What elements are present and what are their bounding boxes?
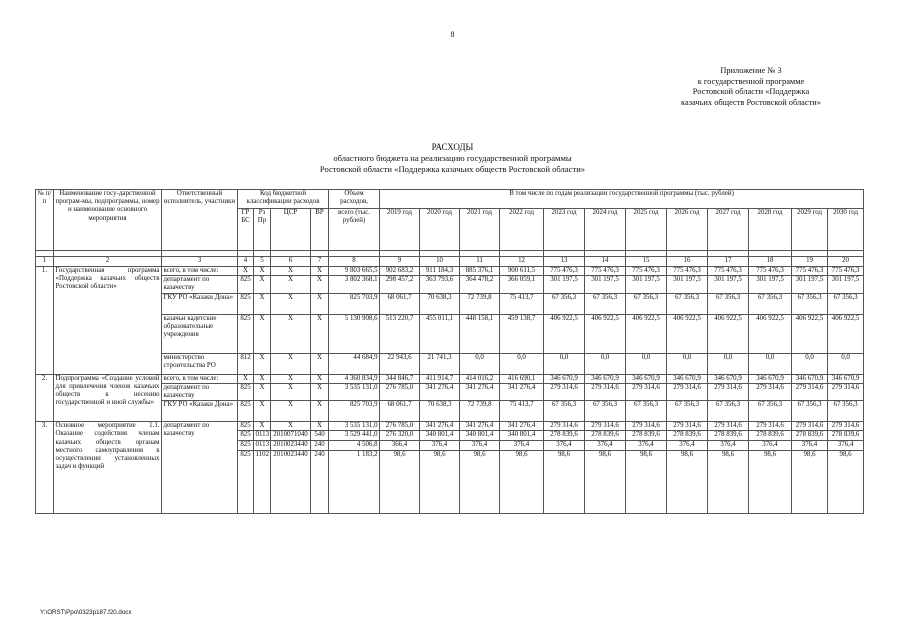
code-rzpr: X	[254, 276, 271, 293]
year-value: 406 922,5	[792, 314, 828, 353]
column-number: 12	[500, 257, 544, 267]
year-value: 775 476,3	[585, 267, 626, 276]
header-year: 2023 год	[544, 209, 585, 251]
total-value: 3 802 368,1	[329, 276, 380, 293]
table-row	[36, 267, 864, 276]
year-value: 67 356,3	[626, 401, 667, 422]
year-value: 278 839,6	[626, 431, 667, 441]
year-value: 98,6	[420, 451, 460, 514]
total-value: 4 360 834,9	[329, 374, 380, 383]
year-value: 341 276,4	[460, 383, 500, 400]
year-value: 301 197,5	[544, 276, 585, 293]
executor: департамент по казачеству	[162, 276, 238, 293]
year-value: 279 314,6	[585, 422, 626, 431]
expenses-table-container	[35, 189, 863, 514]
year-value: 98,6	[708, 451, 749, 514]
header-vr: ВР	[311, 209, 329, 251]
executor: ГКУ РО «Казаки Дона»	[162, 293, 238, 314]
year-value: 911 184,3	[420, 267, 460, 276]
year-value: 346 670,9	[792, 374, 828, 383]
header-year: 2028 год	[749, 209, 792, 251]
year-value: 72 739,8	[460, 401, 500, 422]
column-number: 1	[36, 257, 54, 267]
code-vr: 540	[311, 431, 329, 441]
title-line: Ростовской области «Поддержка казачьих обществ Ростовской области»	[319, 164, 586, 174]
year-value: 376,4	[420, 441, 460, 451]
column-number: 8	[329, 257, 380, 267]
year-value: 67 356,3	[708, 293, 749, 314]
year-value: 364 478,2	[460, 276, 500, 293]
code-csr: X	[271, 293, 311, 314]
year-value: 67 356,3	[749, 401, 792, 422]
year-value: 406 922,5	[749, 314, 792, 353]
executor: всего, в том числе:	[162, 267, 238, 276]
year-value: 75 413,7	[500, 401, 544, 422]
header-year: 2026 год	[667, 209, 708, 251]
year-value: 279 314,6	[708, 383, 749, 400]
total-value: 825 703,9	[329, 293, 380, 314]
year-value: 67 356,3	[667, 401, 708, 422]
executor: министерство строительства РО	[162, 353, 238, 374]
column-number: 4	[238, 257, 254, 267]
year-value: 21 741,3	[420, 353, 460, 374]
year-value: 98,6	[544, 451, 585, 514]
code-grbs: 825	[238, 314, 254, 353]
code-rzpr: X	[254, 267, 271, 276]
column-number: 18	[749, 257, 792, 267]
header-grbs: ГР БС	[238, 209, 254, 251]
code-rzpr: 0113	[254, 431, 271, 441]
code-grbs: 825	[238, 431, 254, 441]
header-executor: Ответственный исполнитель, участники	[162, 190, 238, 251]
year-value: 22 943,6	[380, 353, 420, 374]
year-value: 278 839,6	[667, 431, 708, 441]
column-number: 14	[585, 257, 626, 267]
total-value: 44 684,9	[329, 353, 380, 374]
code-csr: 2010071040	[271, 431, 311, 441]
column-number: 11	[460, 257, 500, 267]
year-value: 340 801,4	[420, 431, 460, 441]
code-vr: 240	[311, 451, 329, 514]
code-csr: X	[271, 401, 311, 422]
year-value: 301 197,5	[667, 276, 708, 293]
row-number: 1.	[36, 267, 54, 375]
year-value: 0,0	[585, 353, 626, 374]
year-value: 406 922,5	[544, 314, 585, 353]
year-value: 376,4	[667, 441, 708, 451]
header-volume: Объем расходов,	[329, 190, 380, 209]
year-value: 363 793,6	[420, 276, 460, 293]
column-number: 6	[271, 257, 311, 267]
code-rzpr: 1102	[254, 451, 271, 514]
year-value: 0,0	[626, 353, 667, 374]
year-value: 98,6	[380, 451, 420, 514]
year-value: 301 197,5	[828, 276, 864, 293]
code-csr: 2010023440	[271, 451, 311, 514]
row-number: 2.	[36, 374, 54, 422]
code-grbs: 825	[238, 383, 254, 400]
year-value: 278 839,6	[828, 431, 864, 441]
year-value: 279 314,6	[749, 422, 792, 431]
year-value: 0,0	[500, 353, 544, 374]
total-value: 4 506,8	[329, 441, 380, 451]
year-value: 376,4	[828, 441, 864, 451]
title-main: РАСХОДЫ	[431, 142, 474, 152]
code-vr: X	[311, 401, 329, 422]
code-csr: X	[271, 383, 311, 400]
file-path-footer: Y:\ORST\Ppo\0323p187.f20.docx	[40, 609, 132, 616]
program-name: Основное мероприятие 1.1. Оказание содействия членам казачьих обществ органам местного самоуправления в осуществлении установленных задач и функций	[54, 422, 162, 514]
header-name: Наименование госу-дарственной програм-мы, подпрограммы, номер и наименование основного мероприятия	[54, 190, 162, 251]
year-value: 67 356,3	[792, 293, 828, 314]
year-value: 67 356,3	[585, 401, 626, 422]
year-value: 455 011,1	[420, 314, 460, 353]
year-value: 70 638,3	[420, 401, 460, 422]
header-year: 2025 год	[626, 209, 667, 251]
column-number-row	[36, 257, 864, 267]
year-value: 406 922,5	[667, 314, 708, 353]
code-rzpr: X	[254, 401, 271, 422]
year-value: 0,0	[667, 353, 708, 374]
year-value: 301 197,5	[749, 276, 792, 293]
code-csr: X	[271, 267, 311, 276]
header-year: 2029 год	[792, 209, 828, 251]
year-value: 279 314,6	[626, 383, 667, 400]
header-year: 2030 год	[828, 209, 864, 251]
year-value: 416 690,1	[500, 374, 544, 383]
code-grbs: 825	[238, 441, 254, 451]
year-value: 406 922,5	[708, 314, 749, 353]
header-years-group: В том числе по годам реализации государственной программы (тыс. рублей)	[380, 190, 864, 209]
column-number: 2	[54, 257, 162, 267]
year-value: 376,4	[500, 441, 544, 451]
year-value: 775 476,3	[792, 267, 828, 276]
code-grbs: 812	[238, 353, 254, 374]
column-number: 3	[162, 257, 238, 267]
year-value: 67 356,3	[585, 293, 626, 314]
year-value: 278 839,6	[792, 431, 828, 441]
header-year: 2021 год	[460, 209, 500, 251]
year-value: 406 922,5	[626, 314, 667, 353]
year-value: 0,0	[544, 353, 585, 374]
year-value: 98,6	[792, 451, 828, 514]
year-value: 341 276,4	[500, 383, 544, 400]
year-value: 346 670,9	[626, 374, 667, 383]
year-value: 340 801,4	[500, 431, 544, 441]
code-rzpr: X	[254, 314, 271, 353]
header-total: всего (тыс. рублей)	[329, 209, 380, 251]
header-budget-code: Код бюджетной классификации расходов	[238, 190, 329, 209]
year-value: 376,4	[749, 441, 792, 451]
appendix-line: казачьих обществ Ростовской области»	[681, 97, 821, 107]
year-value: 67 356,3	[792, 401, 828, 422]
code-rzpr: 0113	[254, 441, 271, 451]
code-vr: X	[311, 422, 329, 431]
year-value: 67 356,3	[544, 401, 585, 422]
code-grbs: 825	[238, 422, 254, 431]
year-value: 0,0	[792, 353, 828, 374]
total-value: 3 535 131,0	[329, 422, 380, 431]
year-value: 278 839,6	[708, 431, 749, 441]
year-value: 276 785,0	[380, 383, 420, 400]
year-value: 70 638,3	[420, 293, 460, 314]
year-value: 279 314,6	[792, 383, 828, 400]
year-value: 775 476,3	[626, 267, 667, 276]
code-csr: X	[271, 353, 311, 374]
year-value: 75 413,7	[500, 293, 544, 314]
code-vr: X	[311, 374, 329, 383]
year-value: 341 276,4	[460, 422, 500, 431]
year-value: 279 314,6	[828, 383, 864, 400]
year-value: 279 314,6	[708, 422, 749, 431]
year-value: 346 670,9	[667, 374, 708, 383]
row-number: 3.	[36, 422, 54, 514]
code-grbs: 825	[238, 293, 254, 314]
year-value: 900 611,5	[500, 267, 544, 276]
executor: всего, в том числе:	[162, 374, 238, 383]
year-value: 366 059,1	[500, 276, 544, 293]
year-value: 67 356,3	[828, 401, 864, 422]
year-value: 459 138,7	[500, 314, 544, 353]
year-value: 406 922,5	[828, 314, 864, 353]
header-year: 2019 год	[380, 209, 420, 251]
year-value: 98,6	[749, 451, 792, 514]
code-csr: X	[271, 422, 311, 431]
year-value: 67 356,3	[749, 293, 792, 314]
year-value: 340 801,4	[460, 431, 500, 441]
year-value: 98,6	[460, 451, 500, 514]
code-rzpr: X	[254, 383, 271, 400]
year-value: 376,4	[544, 441, 585, 451]
year-value: 279 314,6	[828, 422, 864, 431]
year-value: 885 376,1	[460, 267, 500, 276]
title-line: областного бюджета на реализацию государственной программы	[333, 153, 572, 163]
year-value: 346 670,9	[544, 374, 585, 383]
year-value: 279 314,6	[792, 422, 828, 431]
year-value: 376,4	[585, 441, 626, 451]
appendix-line: Приложение № 3	[720, 66, 782, 75]
program-name: Государственная программа «Поддержка казачьих обществ Ростовской области»	[54, 267, 162, 375]
executor: ГКУ РО «Казаки Дона»	[162, 401, 238, 422]
year-value: 98,6	[626, 451, 667, 514]
code-vr: X	[311, 353, 329, 374]
year-value: 298 457,2	[380, 276, 420, 293]
column-number: 10	[420, 257, 460, 267]
year-value: 279 314,6	[749, 383, 792, 400]
header-year: 2027 год	[708, 209, 749, 251]
year-value: 279 314,6	[667, 422, 708, 431]
year-value: 72 739,8	[460, 293, 500, 314]
year-value: 775 476,3	[667, 267, 708, 276]
code-vr: 240	[311, 441, 329, 451]
executor: департамент по казачеству	[162, 422, 238, 514]
total-value: 1 183,2	[329, 451, 380, 514]
year-value: 68 061,7	[380, 401, 420, 422]
column-number: 19	[792, 257, 828, 267]
total-value: 3 535 131,0	[329, 383, 380, 400]
code-grbs: 825	[238, 276, 254, 293]
column-number: 9	[380, 257, 420, 267]
code-csr: X	[271, 374, 311, 383]
year-value: 279 314,6	[626, 422, 667, 431]
code-rzpr: X	[254, 353, 271, 374]
year-value: 366,4	[380, 441, 420, 451]
program-name: Подпрограмма «Создание условий для привлечения членов казачьих обществ к несению государственной и иной службы»	[54, 374, 162, 422]
year-value: 406 922,5	[585, 314, 626, 353]
header-num: № п/п	[36, 190, 54, 251]
table-row	[36, 422, 864, 431]
code-grbs: X	[238, 374, 254, 383]
column-number: 16	[667, 257, 708, 267]
year-value: 98,6	[828, 451, 864, 514]
year-value: 279 314,6	[544, 383, 585, 400]
code-grbs: 825	[238, 451, 254, 514]
year-value: 301 197,5	[708, 276, 749, 293]
year-value: 278 839,6	[585, 431, 626, 441]
column-number: 13	[544, 257, 585, 267]
year-value: 67 356,3	[828, 293, 864, 314]
page-number: 8	[450, 30, 455, 39]
total-value: 825 703,9	[329, 401, 380, 422]
year-value: 98,6	[500, 451, 544, 514]
year-value: 0,0	[708, 353, 749, 374]
code-rzpr: X	[254, 422, 271, 431]
code-rzpr: X	[254, 374, 271, 383]
year-value: 376,4	[626, 441, 667, 451]
year-value: 513 220,7	[380, 314, 420, 353]
year-value: 67 356,3	[626, 293, 667, 314]
year-value: 301 197,5	[585, 276, 626, 293]
code-grbs: 825	[238, 401, 254, 422]
year-value: 276 320,0	[380, 431, 420, 441]
header-year: 2022 год	[500, 209, 544, 251]
year-value: 0,0	[460, 353, 500, 374]
header-csr: ЦСР	[271, 209, 311, 251]
year-value: 346 670,9	[749, 374, 792, 383]
year-value: 67 356,3	[708, 401, 749, 422]
executor: департамент по казачеству	[162, 383, 238, 400]
year-value: 344 846,7	[380, 374, 420, 383]
code-vr: X	[311, 293, 329, 314]
code-csr: 2010023440	[271, 441, 311, 451]
year-value: 98,6	[585, 451, 626, 514]
header-row	[36, 190, 864, 209]
year-value: 346 670,9	[708, 374, 749, 383]
year-value: 414 016,2	[460, 374, 500, 383]
year-value: 98,6	[667, 451, 708, 514]
year-value: 0,0	[749, 353, 792, 374]
column-number: 5	[254, 257, 271, 267]
year-value: 376,4	[792, 441, 828, 451]
year-value: 278 839,6	[749, 431, 792, 441]
header-rzpr: Рз Пр	[254, 209, 271, 251]
column-number: 15	[626, 257, 667, 267]
year-value: 276 785,0	[380, 422, 420, 431]
year-value: 341 276,4	[420, 383, 460, 400]
year-value: 301 197,5	[792, 276, 828, 293]
year-value: 341 276,4	[500, 422, 544, 431]
year-value: 775 476,3	[749, 267, 792, 276]
code-vr: X	[311, 314, 329, 353]
expenses-table	[35, 189, 864, 514]
year-value: 775 476,3	[828, 267, 864, 276]
column-number: 17	[708, 257, 749, 267]
year-value: 279 314,6	[585, 383, 626, 400]
total-value: 5 130 908,6	[329, 314, 380, 353]
year-value: 902 683,2	[380, 267, 420, 276]
year-value: 279 314,6	[544, 422, 585, 431]
year-value: 278 839,6	[544, 431, 585, 441]
appendix-line: к государственной программе	[697, 76, 805, 86]
total-value: 3 529 441,0	[329, 431, 380, 441]
code-rzpr: X	[254, 293, 271, 314]
year-value: 448 158,1	[460, 314, 500, 353]
year-value: 346 670,9	[828, 374, 864, 383]
year-value: 411 914,7	[420, 374, 460, 383]
year-value: 279 314,6	[667, 383, 708, 400]
column-number: 7	[311, 257, 329, 267]
year-value: 68 061,7	[380, 293, 420, 314]
year-value: 346 670,9	[585, 374, 626, 383]
code-csr: X	[271, 314, 311, 353]
year-value: 376,4	[460, 441, 500, 451]
code-grbs: X	[238, 267, 254, 276]
year-value: 301 197,5	[626, 276, 667, 293]
year-value: 0,0	[828, 353, 864, 374]
year-value: 341 276,4	[420, 422, 460, 431]
executor: казачьи кадетские образовательные учреждения	[162, 314, 238, 353]
total-value: 9 803 665,5	[329, 267, 380, 276]
document-title	[0, 142, 905, 175]
code-vr: X	[311, 383, 329, 400]
year-value: 376,4	[708, 441, 749, 451]
code-vr: X	[311, 267, 329, 276]
year-value: 67 356,3	[667, 293, 708, 314]
header-year: 2024 год	[585, 209, 626, 251]
year-value: 67 356,3	[544, 293, 585, 314]
header-year: 2020 год	[420, 209, 460, 251]
appendix-line: Ростовской области «Поддержка	[692, 87, 810, 97]
column-number: 20	[828, 257, 864, 267]
code-vr: X	[311, 276, 329, 293]
code-csr: X	[271, 276, 311, 293]
year-value: 775 476,3	[708, 267, 749, 276]
year-value: 775 476,3	[544, 267, 585, 276]
table-body	[36, 190, 864, 514]
appendix-note	[641, 66, 861, 108]
table-row	[36, 374, 864, 383]
